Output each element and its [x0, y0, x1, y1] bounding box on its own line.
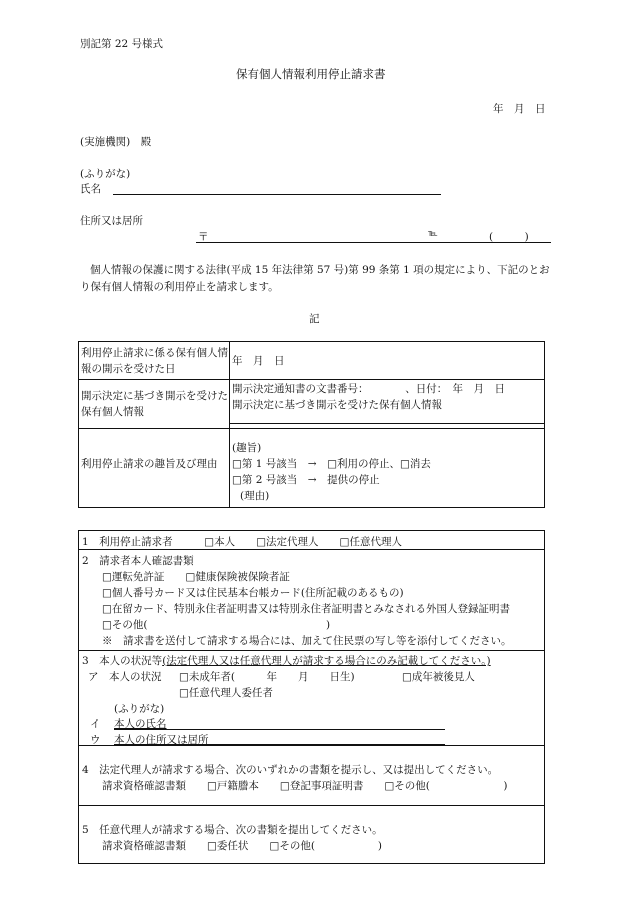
purpose-heading: (趣旨) — [232, 442, 262, 454]
page-title: 保有個人情報利用停止請求書 — [236, 67, 386, 81]
disclosed-info-line[interactable]: 開示決定に基づき開示を受けた保有個人情報 — [232, 399, 442, 411]
section3-heading-note: (法定代理人又は任意代理人が請求する場合にのみ記載してください。) — [162, 655, 491, 667]
section4-heading: 4 法定代理人が請求する場合、次のいずれかの書類を提示し、又は提出してください。 — [82, 764, 499, 776]
section2-heading: 2 請求者本人確認書類 — [82, 555, 194, 567]
id-doc-note: ※ 請求書を送付して請求する場合には、加えて住民票の写し等を添付してください。 — [102, 635, 512, 647]
reason-heading: (理由) — [240, 490, 270, 502]
name-label: 氏名 — [80, 183, 101, 195]
section3-heading — [82, 653, 491, 668]
adult-guardianship-option[interactable]: □成年被後見人 — [402, 671, 475, 683]
person-address-label: 本人の住所又は居所 — [114, 734, 209, 746]
id-doc-line-4[interactable]: □その他( ) — [102, 619, 331, 631]
legal-rep-docs[interactable]: 請求資格確認書類 □戸籍謄本 □登記事項証明書 □その他( ) — [102, 780, 508, 792]
purpose-option-1[interactable]: □第 1 号該当 → □利用の停止、□消去 — [232, 458, 431, 470]
delegator-option[interactable]: □任意代理人委任者 — [179, 687, 273, 699]
person-status-label: ア 本人の状況 — [88, 671, 162, 683]
disclosed-info-label: 開示決定に基づき開示を受けた保有個人情報 — [81, 390, 228, 418]
postal-mark: 〒 — [198, 231, 209, 243]
furigana-label: (ふりがな) — [80, 168, 131, 180]
requester-type[interactable]: 1 利用停止請求者 □本人 □法定代理人 □任意代理人 — [82, 536, 402, 548]
tel-mark: ℡ — [428, 229, 438, 239]
notice-number-line[interactable]: 開示決定通知書の文書番号： 、日付： 年 月 日 — [232, 383, 505, 395]
ki-heading: 記 — [309, 313, 320, 325]
tel-paren: ( ) — [489, 231, 529, 243]
person-name-marker: イ — [90, 718, 101, 730]
person-name-underline[interactable] — [114, 729, 445, 730]
form-number: 別記第 22 号様式 — [80, 38, 164, 50]
id-doc-line-3[interactable]: □在留カード、特別永住者証明書又は特別永住者証明書とみなされる外国人登録証明書 — [102, 603, 510, 615]
purpose-option-2[interactable]: □第 2 号該当 → 提供の停止 — [232, 474, 380, 486]
minor-option[interactable]: □未成年者( 年 月 日生) — [179, 671, 355, 683]
id-doc-line-1[interactable]: □運転免許証 □健康保険被保険者証 — [102, 571, 290, 583]
addressee: (実施機関) 殿 — [80, 136, 152, 148]
intro-paragraph: 個人情報の保護に関する法律(平成 15 年法律第 57 号)第 99 条第 1 項の規定により、下記のとおり保有個人情報の利用停止を請求します。 — [80, 264, 550, 293]
purpose-reason-label: 利用停止請求の趣旨及び理由 — [81, 458, 218, 470]
person-address-marker: ウ — [90, 734, 101, 746]
person-furigana: (ふりがな) — [114, 703, 165, 715]
id-doc-line-2[interactable]: □個人番号カード又は住民基本台帳カード(住所記載のあるもの) — [102, 587, 404, 599]
disclosure-date-label: 利用停止請求に係る保有個人情報の開示を受けた日 — [81, 347, 228, 375]
address-underline[interactable] — [196, 242, 551, 243]
section3-heading-text: 3 本人の状況等 — [82, 655, 163, 667]
person-address-underline[interactable] — [114, 744, 445, 745]
name-underline[interactable] — [113, 194, 441, 195]
address-label: 住所又は居所 — [80, 215, 143, 227]
date-line: 年 月 日 — [493, 103, 546, 115]
disclosure-date-value[interactable]: 年 月 日 — [232, 355, 285, 367]
section5-heading: 5 任意代理人が請求する場合、次の書類を提出してください。 — [82, 824, 383, 836]
person-name-label: 本人の氏名 — [114, 718, 167, 730]
agent-docs[interactable]: 請求資格確認書類 □委任状 □その他( ) — [102, 840, 383, 852]
